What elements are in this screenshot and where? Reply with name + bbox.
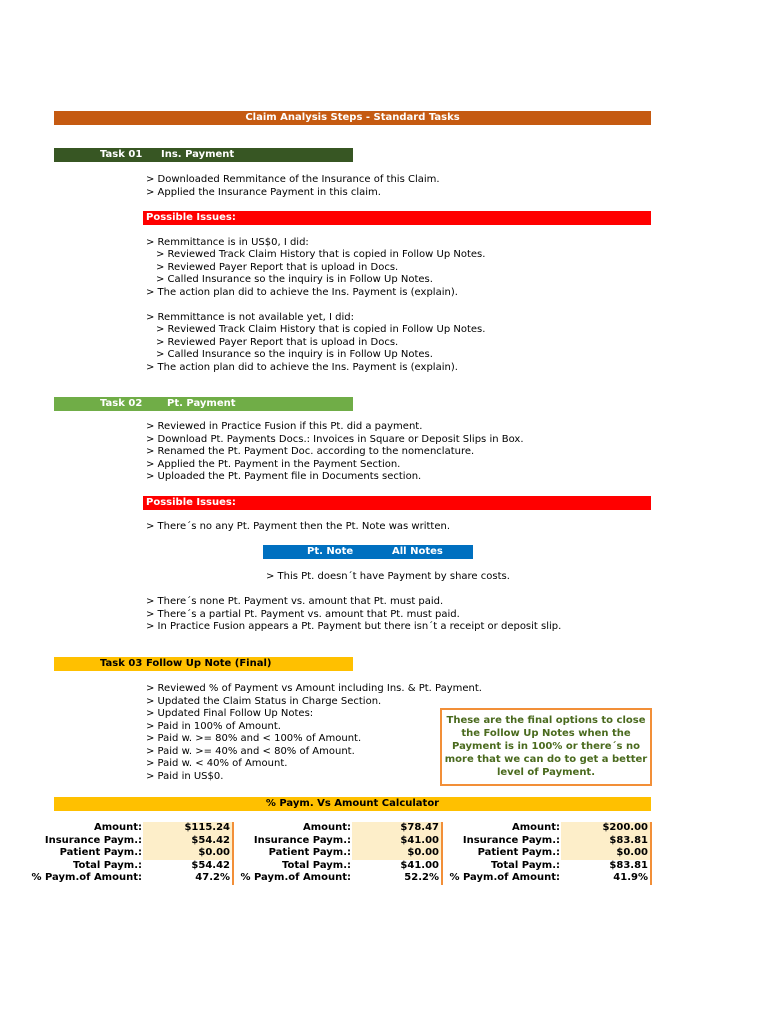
task01-banner (54, 148, 353, 162)
task01-issue: > Reviewed Payer Report that is upload in Docs. (156, 336, 399, 348)
task02-number: Task 02 (100, 398, 143, 409)
calc-result-cell: 41.9% (613, 872, 648, 883)
task01-issue: > Reviewed Payer Report that is upload in Docs. (156, 261, 399, 273)
task03-step: > Updated the Claim Status in Charge Section. (146, 695, 382, 707)
task01-issue: > Called Insurance so the inquiry is in Follow Up Notes. (156, 274, 433, 286)
calc-result-cell: 47.2% (195, 872, 230, 883)
task02-issue: > There´s none Pt. Payment vs. amount that Pt. must paid. (146, 596, 444, 607)
task02-issues-banner (143, 496, 651, 510)
task01-issue: > The action plan did to achieve the Ins. Payment is (explain). (146, 286, 458, 298)
calc-label: Amount: (511, 822, 560, 833)
calc-result-cell: $54.42 (191, 859, 230, 871)
calculator-title: % Paym. Vs Amount Calculator (265, 798, 440, 809)
final-options-note (440, 708, 652, 786)
calc-label: Amount: (93, 822, 142, 833)
calc-label: Total Paym.: (72, 859, 142, 871)
calc-label: Patient Paym.: (477, 847, 560, 858)
calc-input-cell[interactable]: $83.81 (561, 835, 650, 848)
task01-name: Ins. Payment (161, 149, 235, 160)
calc-result-cell: $83.81 (609, 859, 648, 871)
calc-label: % Paym.of Amount: (449, 872, 560, 883)
calc-label: Patient Paym.: (268, 847, 351, 858)
pt-note-label: Pt. Note (307, 546, 354, 557)
task01-issue: > Called Insurance so the inquiry is in Follow Up Notes. (156, 349, 433, 361)
task01-issues-banner (143, 211, 651, 225)
calc-input-cell[interactable]: $200.00 (561, 822, 650, 835)
calc-result-cell: 52.2% (404, 872, 439, 883)
all-notes-label: All Notes (392, 546, 443, 557)
pt-note-banner (263, 545, 473, 559)
calc-label: Total Paym.: (281, 859, 351, 871)
task03-name: Follow Up Note (Final) (146, 658, 272, 669)
calc-column-divider (650, 822, 652, 885)
calc-input-cell[interactable]: $0.00 (561, 847, 650, 860)
calc-label: Amount: (302, 822, 351, 833)
calc-label: % Paym.of Amount: (240, 872, 351, 883)
task01-issue: > The action plan did to achieve the Ins. Payment is (explain). (146, 361, 458, 373)
task01-number: Task 01 (100, 149, 143, 160)
task02-issue: > In Practice Fusion appears a Pt. Payment but there isn´t a receipt or deposit slip. (146, 621, 562, 632)
calc-input-cell[interactable]: $115.24 (143, 822, 232, 835)
task02-step: > Renamed the Pt. Payment Doc. according to the nomenclature. (146, 446, 475, 457)
task03-step: > Paid w. < 40% of Amount. (146, 758, 288, 769)
page-title: Claim Analysis Steps - Standard Tasks (245, 112, 460, 123)
task02-step: > Reviewed in Practice Fusion if this Pt. did a payment. (146, 421, 423, 432)
calc-label: Patient Paym.: (59, 847, 142, 858)
task03-step: > Paid in 100% of Amount. (146, 720, 281, 732)
task01-issue: > Remmittance is not available yet, I did: (146, 311, 354, 323)
task03-step: > Updated Final Follow Up Notes: (146, 708, 314, 719)
title-banner (54, 111, 651, 125)
calc-input-cell[interactable]: $0.00 (352, 847, 441, 860)
calc-input-cell[interactable]: $41.00 (352, 835, 441, 848)
calc-result-cell: $41.00 (400, 859, 439, 871)
task03-number: Task 03 (100, 658, 143, 669)
pt-note-text: > This Pt. doesn´t have Payment by share costs. (266, 571, 510, 582)
task01-issue: > Reviewed Track Claim History that is copied in Follow Up Notes. (156, 324, 486, 336)
task02-name: Pt. Payment (167, 398, 236, 409)
task03-step: > Paid w. >= 40% and < 80% of Amount. (146, 745, 355, 757)
task03-step: > Reviewed % of Payment vs Amount including Ins. & Pt. Payment. (146, 683, 482, 694)
task02-issue: > There´s a partial Pt. Payment vs. amount that Pt. must paid. (146, 608, 460, 620)
task02-banner (54, 397, 353, 411)
calc-input-cell[interactable]: $0.00 (143, 847, 232, 860)
calc-label: Insurance Paym.: (253, 834, 351, 846)
task01-step: > Downloaded Remmitance of the Insurance of this Claim. (146, 174, 440, 185)
task02-step: > Download Pt. Payments Docs.: Invoices in Square or Deposit Slips in Box. (146, 433, 524, 445)
calc-label: Insurance Paym.: (462, 834, 560, 846)
calc-input-cell[interactable]: $54.42 (143, 835, 232, 848)
task01-issues-label: Possible Issues: (146, 212, 236, 223)
task03-banner (54, 657, 353, 671)
calc-input-cell[interactable]: $78.47 (352, 822, 441, 835)
task01-step: > Applied the Insurance Payment in this claim. (146, 186, 381, 198)
task01-issue: > Remmittance is in US$0, I did: (146, 237, 309, 248)
task02-step: > Applied the Pt. Payment in the Payment Section. (146, 458, 401, 470)
final-options-note-text: These are the final options to close the Follow Up Notes when the Payment is in 100% or there´s no more that we can do to get a better level of Payment. (444, 715, 648, 778)
task02-step: > Uploaded the Pt. Payment file in Documents section. (146, 471, 422, 482)
task02-issue-no-payment: > There´s no any Pt. Payment then the Pt. Note was written. (146, 521, 451, 532)
task03-step: > Paid in US$0. (146, 770, 224, 782)
calculator-banner (54, 797, 651, 811)
calc-label: Total Paym.: (490, 859, 560, 871)
calc-label: % Paym.of Amount: (31, 872, 142, 883)
task01-issue: > Reviewed Track Claim History that is copied in Follow Up Notes. (156, 249, 486, 261)
task03-step: > Paid w. >= 80% and < 100% of Amount. (146, 733, 362, 744)
calc-label: Insurance Paym.: (44, 834, 142, 846)
task02-issues-label: Possible Issues: (146, 497, 236, 508)
